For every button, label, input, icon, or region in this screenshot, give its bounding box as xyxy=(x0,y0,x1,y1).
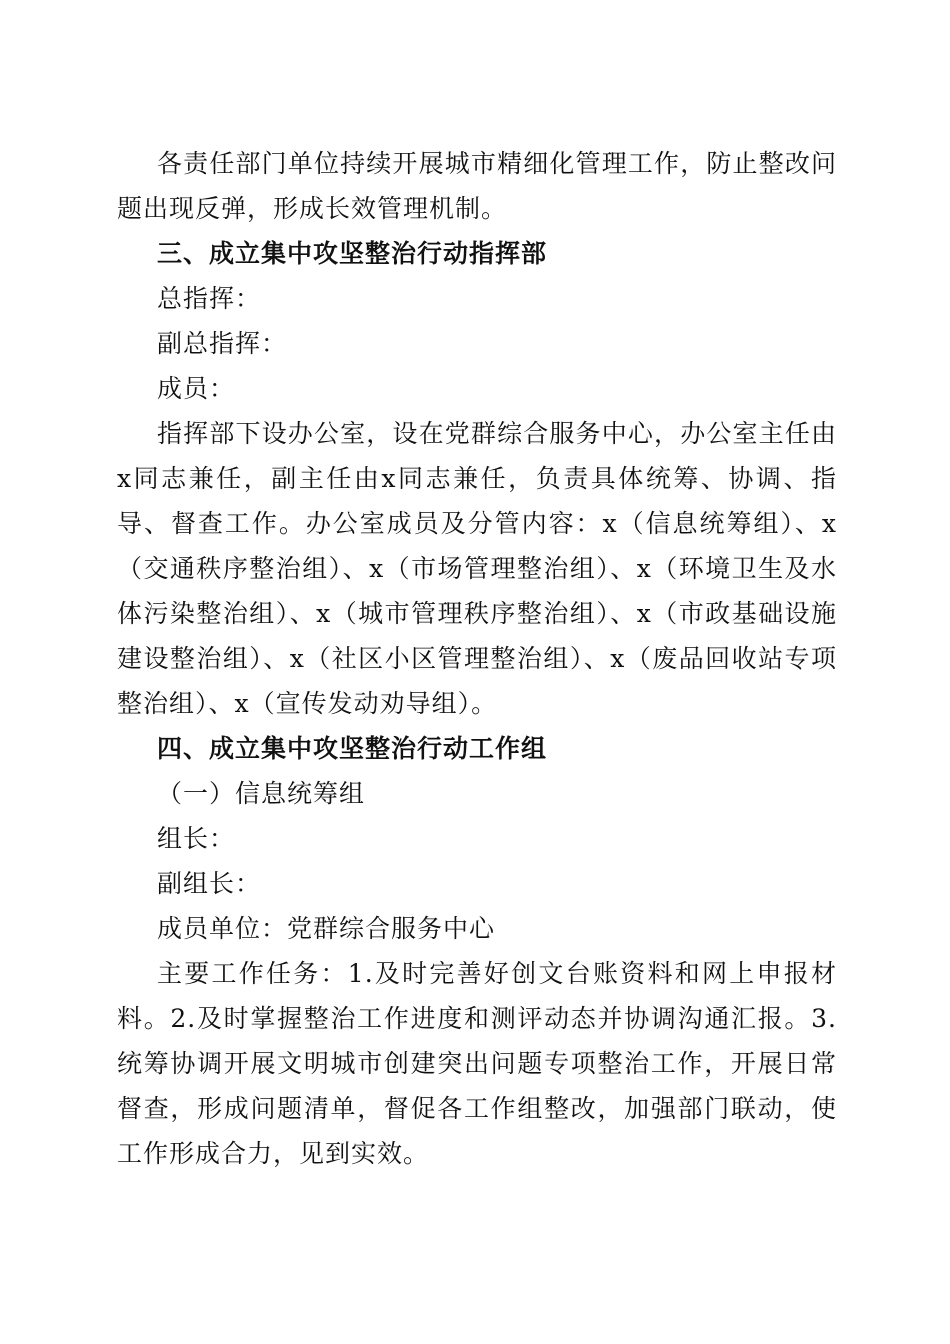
deputy-group-leader-line: 副组长： xyxy=(157,869,262,898)
office-paragraph: 指挥部下设办公室，设在党群综合服务中心，办公室主任由x同志兼任，副主任由x同志兼任，负责具体统筹、协调、指导、督查工作。办公室成员及分管内容：x（信息统筹组）、x（交通秩序整治组）、x（市场管理整治组）、x（环境卫生及水体污染整治组）、x（城市管理秩序整治组）、x（市政基础设施建设整治组）、x（社区小区管理整治组）、x（废品回收站专项整治组）、x（宣传发动劝导组）。 xyxy=(117,419,837,718)
group-leader-line: 组长： xyxy=(157,824,236,853)
deputy-commander-line: 副总指挥： xyxy=(157,329,288,358)
member-units-line: 成员单位：党群综合服务中心 xyxy=(157,914,496,943)
members-line: 成员： xyxy=(157,374,236,403)
commander-line: 总指挥： xyxy=(157,284,262,313)
document-body xyxy=(117,141,837,1176)
paragraph-continued: 各责任部门单位持续开展城市精细化管理工作，防止整改问题出现反弹，形成长效管理机制。 xyxy=(117,149,837,223)
section-heading-3: 三、成立集中攻坚整治行动指挥部 xyxy=(157,239,548,268)
tasks-paragraph: 主要工作任务：1.及时完善好创文台账资料和网上申报材料。2.及时掌握整治工作进度和测评动态并协调沟通汇报。3.统筹协调开展文明城市创建突出问题专项整治工作，开展日常督查，形成问题清单，督促各工作组整改，加强部门联动，使工作形成合力，见到实效。 xyxy=(117,959,837,1168)
section-heading-4: 四、成立集中攻坚整治行动工作组 xyxy=(157,734,548,763)
subsection-heading-1: （一）信息统筹组 xyxy=(157,779,366,808)
